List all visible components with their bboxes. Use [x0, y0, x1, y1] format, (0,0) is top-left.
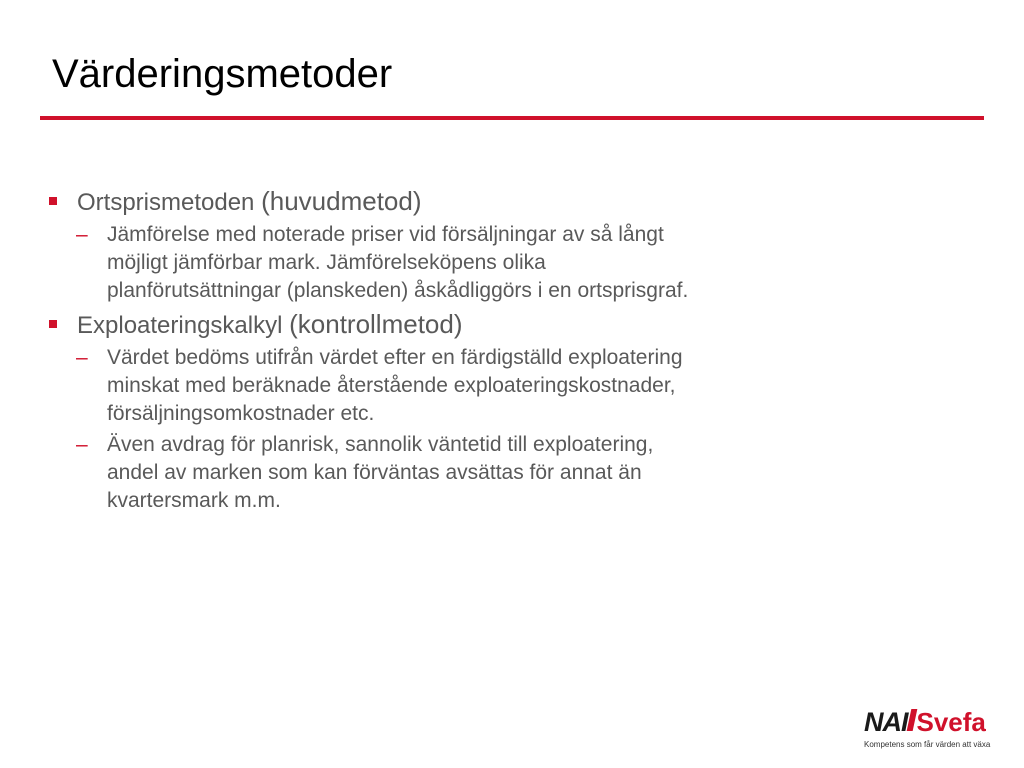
- bullet-item-ortsprismetoden: [48, 186, 748, 218]
- logo-svefa: Svefa: [916, 707, 986, 737]
- title-divider: [40, 116, 984, 120]
- slide-title: Värderingsmetoder: [52, 52, 393, 96]
- logo-wordmark: [864, 708, 988, 736]
- logo-nai: NAI: [864, 707, 908, 737]
- bullet-label: Exploateringskalkyl: [77, 312, 290, 339]
- dash-marker: –: [76, 433, 88, 456]
- dash-marker: –: [76, 223, 88, 246]
- bullet-label: Ortsprismetoden: [77, 189, 262, 216]
- subitem-text: Jämförelse med noterade priser vid försäljningar av så långt möjligt jämförbar mark. Jämförelseköpens olika planförutsättningar (planskeden) åskådliggörs i en ortsprisgraf.: [107, 223, 689, 302]
- square-bullet-icon: [48, 186, 77, 216]
- bullet-paren: (kontrollmetod): [289, 309, 463, 339]
- nai-svefa-logo: [864, 707, 991, 752]
- square-bullet-icon: [48, 309, 77, 339]
- subitem-text: Även avdrag för planrisk, sannolik väntetid till exploatering, andel av marken som kan förväntas avsättas för annat än kvartersmark m.m.: [107, 433, 654, 512]
- subitem-text: Värdet bedöms utifrån värdet efter en färdigställd exploatering minskat med beräknade återstående exploateringskostnader, försäljningsomkostnader etc.: [107, 346, 683, 425]
- subitem-avdrag: [76, 431, 748, 515]
- subitem-jamforelse: [76, 221, 748, 305]
- bullet-text: [77, 309, 463, 341]
- logo-tagline: Kompetens som får värden att växa: [864, 740, 991, 749]
- bullet-paren: (huvudmetod): [261, 186, 422, 216]
- bullet-item-exploateringskalkyl: [48, 309, 748, 341]
- bullet-list: [48, 186, 748, 515]
- subitem-vardet: [76, 344, 748, 428]
- dash-marker: –: [76, 346, 88, 369]
- bullet-text: [77, 186, 422, 218]
